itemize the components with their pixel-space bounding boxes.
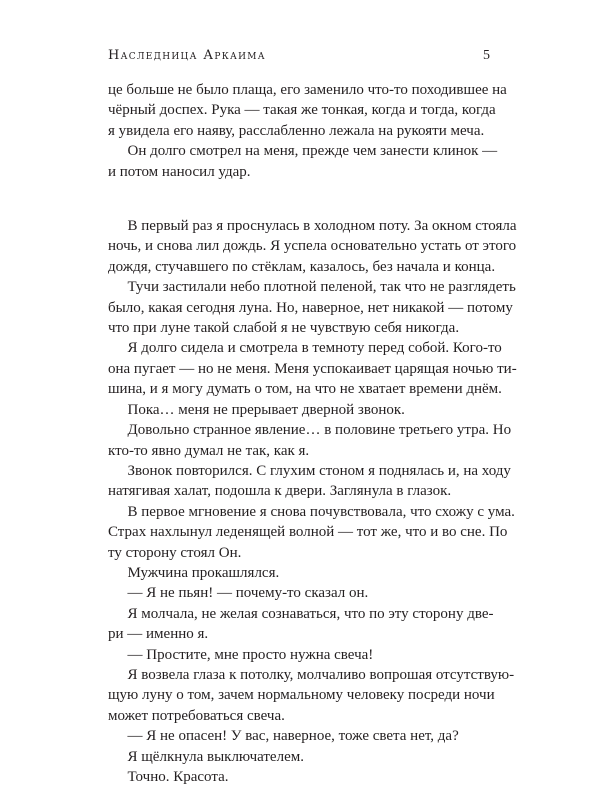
text-line: шина, и я могу думать о том, на что не хватает времени днём. <box>108 381 502 398</box>
text-line: дождя, стучавшего по стёклам, казалось, без начала и конца. <box>108 258 496 275</box>
text-line: Я молчала, не желая сознаваться, что по эту сторону две- <box>127 605 494 622</box>
text-line: кто-то явно думал не так, как я. <box>108 442 310 459</box>
text-line: ри — именно я. <box>108 626 209 643</box>
section-1 <box>108 80 507 182</box>
text-line: чёрный доспех. Рука — такая же тонкая, когда и тогда, когда <box>108 102 496 119</box>
paragraph <box>108 420 512 461</box>
paragraph <box>108 665 515 726</box>
paragraph <box>108 502 515 563</box>
text-line: ту сторону стоял Он. <box>108 544 242 561</box>
body-text <box>108 80 517 787</box>
paragraph <box>108 80 507 141</box>
text-line: — Я не опасен! У вас, наверное, тоже света нет, да? <box>127 728 459 745</box>
text-line: я увидела его наяву, расслабленно лежала на рукояти меча. <box>108 122 485 139</box>
text-line: что при луне такой слабой я не чувствую себя никогда. <box>108 320 460 337</box>
paragraph <box>108 400 492 420</box>
page-header <box>108 48 490 70</box>
text-line: может потребоваться свеча. <box>108 707 285 724</box>
text-line: Я возвела глаза к потолку, молчаливо вопрошая отсутствую- <box>127 666 515 683</box>
paragraph <box>108 216 517 277</box>
text-line: было, какая сегодня луна. Но, наверное, нет никакой — потому <box>108 299 513 316</box>
text-line: Пока… меня не прерывает дверной звонок. <box>127 401 405 418</box>
text-line: и потом наносил удар. <box>108 163 251 180</box>
paragraph <box>108 338 517 399</box>
text-line: Тучи застилали небо плотной пеленой, так что не разглядеть <box>127 279 516 296</box>
paragraph <box>108 277 516 338</box>
text-line: Он долго смотрел на меня, прежде чем занести клинок — <box>127 143 498 160</box>
section-2 <box>108 216 517 787</box>
paragraph <box>108 583 492 603</box>
text-line: — Простите, мне просто нужна свеча! <box>127 646 374 663</box>
paragraph <box>108 461 511 502</box>
text-line: В первое мгновение я снова почувствовала, что схожу с ума. <box>127 503 515 520</box>
paragraph <box>108 767 492 787</box>
paragraph <box>108 645 492 665</box>
section-break <box>108 182 492 216</box>
text-line: — Я не пьян! — почему-то сказал он. <box>127 585 369 602</box>
text-line: Звонок повторился. С глухим стоном я поднялась и, на ходу <box>127 462 511 479</box>
paragraph <box>108 141 498 182</box>
text-line: Страх нахлынул леденящей волной — тот же, что и во сне. По <box>108 524 508 541</box>
text-line: ночь, и снова лил дождь. Я успела основательно устать от этого <box>108 238 517 255</box>
text-line: натягивая халат, подошла к двери. Заглянула в глазок. <box>108 483 452 500</box>
running-head: Наследница Аркаима <box>108 48 266 63</box>
text-line: це больше не было плаща, его заменило что-то походившее на <box>108 82 507 98</box>
text-line: Мужчина прокашлялся. <box>127 564 280 581</box>
text-line: она пугает — но не меня. Меня успокаивает царящая ночью ти- <box>108 360 517 377</box>
text-line: В первый раз я проснулась в холодном поту. За окном стояла <box>127 218 517 235</box>
text-line: Я щёлкнула выключателем. <box>127 748 304 765</box>
text-line: Довольно странное явление… в половине третьего утра. Но <box>127 422 512 439</box>
paragraph <box>108 726 492 746</box>
text-line: щую луну о том, зачем нормальному человеку посреди ночи <box>108 687 495 704</box>
paragraph <box>108 604 492 645</box>
text-line: Точно. Красота. <box>127 769 229 785</box>
text-line: Я долго сидела и смотрела в темноту перед собой. Кого-то <box>127 340 502 357</box>
page-number: 5 <box>483 48 490 63</box>
paragraph <box>108 563 492 583</box>
